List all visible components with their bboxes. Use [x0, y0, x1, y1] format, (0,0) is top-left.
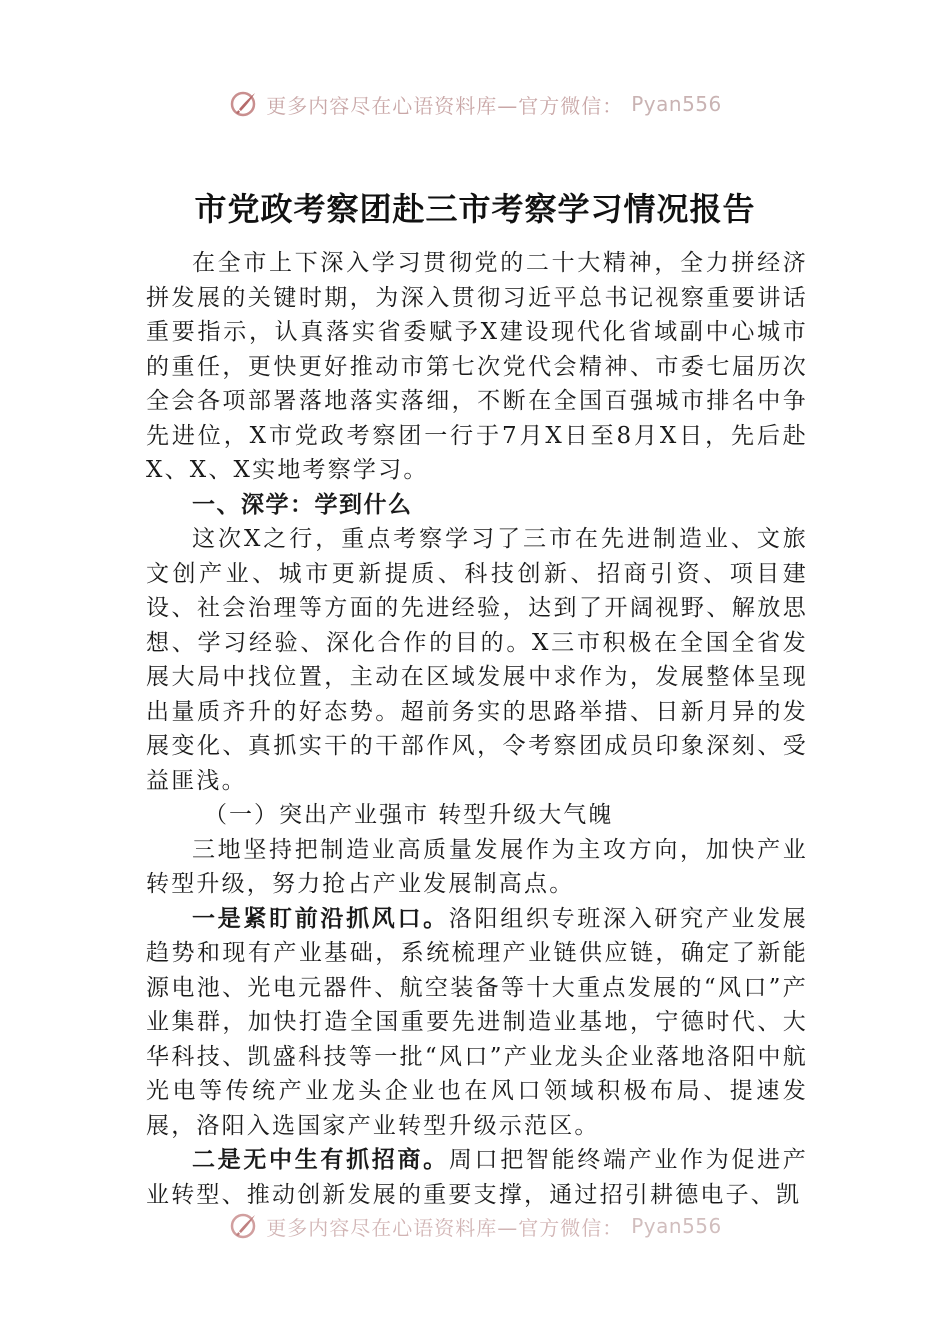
- document-title: 市党政考察团赴三市考察学习情况报告: [194, 190, 756, 228]
- subsection-heading-1: （一）突出产业强市 转型升级大气魄: [204, 802, 614, 828]
- section-1-paragraph: 这次X之行，重点考察学习了三市在先进制造业、文旅文创产业、城市更新提质、科技创新、招商引资、项目建设、社会治理等方面的先进经验，达到了开阔视野、解放思想、学习经验、深化合作的目的。X三市积极在全国全省发展大局中找位置，主动在区域发展中求作为，发展整体呈现出量质齐升的好态势。超前务实的思路举措、日新月异的发展变化、真抓实干的干部作风，令考察团成员印象深刻、受益匪浅。: [146, 526, 808, 794]
- watermark-footer: [0, 1206, 950, 1246]
- watermark-header: [0, 84, 950, 124]
- watermark-wechat-id: Pyan556: [631, 1214, 722, 1238]
- intro-paragraph: 在全市上下深入学习贯彻党的二十大精神，全力拼经济拼发展的关键时期，为深入贯彻习近平总书记视察重要讲话重要指示，认真落实省委赋予X建设现代化省域副中心城市的重任，更快更好推动市第七次党代会精神、市委七届历次全会各项部署落地落实落细，不断在全国百强城市排名中争先进位，X市党政考察团一行于7月X日至8月X日，先后赴X、X、X实地考察学习。: [146, 250, 808, 483]
- section-heading-1: 一、深学：学到什么: [192, 491, 413, 518]
- point-2-paragraph: [146, 1143, 808, 1212]
- watermark-text: 更多内容尽在心语资料库—官方微信：: [266, 93, 624, 118]
- watermark-wechat-id: Pyan556: [631, 92, 722, 116]
- quill-logo-icon: [228, 1211, 258, 1241]
- subsection-1-paragraph: 三地坚持把制造业高质量发展作为主攻方向，加快产业转型升级，努力抢占产业发展制高点。: [146, 836, 808, 897]
- document-body: [146, 246, 808, 1212]
- point-1-paragraph: [146, 902, 808, 1144]
- point-1-lead: 一是紧盯前沿抓风口。: [192, 904, 449, 932]
- point-1-text: 洛阳组织专班深入研究产业发展趋势和现有产业基础，系统梳理产业链供应链，确定了新能源电池、光电元器件、航空装备等十大重点发展的“风口”产业集群，加快打造全国重要先进制造业基地，宁德时代、大华科技、凯盛科技等一批“风口”产业龙头企业落地洛阳中航光电等传统产业龙头企业也在风口领域积极布局、提速发展，洛阳入选国家产业转型升级示范区。: [146, 905, 808, 1139]
- watermark-text: 更多内容尽在心语资料库—官方微信：: [266, 1215, 624, 1240]
- point-2-text: 周口把智能终端产业作为促进产业转型、推动创新发展的重要支撑，通过招引耕德电子、凯: [146, 1147, 808, 1208]
- quill-logo-icon: [228, 89, 258, 119]
- point-2-lead: 二是无中生有抓招商。: [192, 1146, 449, 1173]
